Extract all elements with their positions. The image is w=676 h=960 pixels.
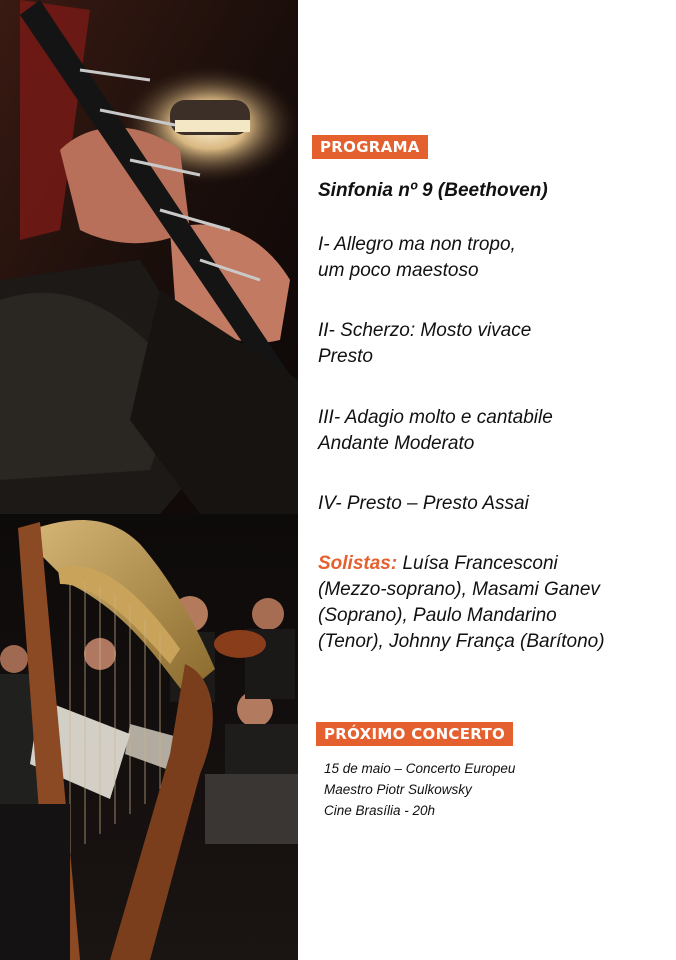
movement-2-line-2: Presto: [318, 346, 373, 367]
next-concert-conductor: Maestro Piotr Sulkowsky: [324, 782, 472, 797]
movement-1-line-1: I- Allegro ma non tropo,: [318, 234, 516, 255]
movement-3-line-2: Andante Moderato: [318, 433, 475, 454]
movement-2-line-1: II- Scherzo: Mosto vivace: [318, 320, 532, 341]
next-concert-venue: Cine Brasília - 20h: [324, 803, 436, 818]
soloists-text-1: Luísa Francesconi: [402, 553, 558, 574]
movement-3-line-1: III- Adagio molto e cantabile: [318, 407, 553, 428]
harp-orchestra-photo: [0, 514, 298, 960]
next-concert-date: 15 de maio – Concerto Europeu: [324, 761, 516, 776]
next-concert-header: PRÓXIMO CONCERTO: [316, 722, 513, 746]
photo-column: [0, 0, 298, 960]
symphony-title: Sinfonia nº 9 (Beethoven): [318, 180, 548, 201]
movement-4-line-1: IV- Presto – Presto Assai: [318, 493, 529, 514]
program-header: PROGRAMA: [312, 135, 428, 159]
soloists-label: Solistas:: [318, 553, 398, 574]
soloists-line-1: [318, 551, 558, 577]
movement-1-line-2: um poco maestoso: [318, 260, 479, 281]
clarinet-player-photo: [0, 0, 298, 514]
soloists-line-4: (Tenor), Johnny França (Barítono): [318, 631, 605, 652]
soloists-line-2: (Mezzo-soprano), Masami Ganev: [318, 579, 600, 600]
soloists-line-3: (Soprano), Paulo Mandarino: [318, 605, 557, 626]
